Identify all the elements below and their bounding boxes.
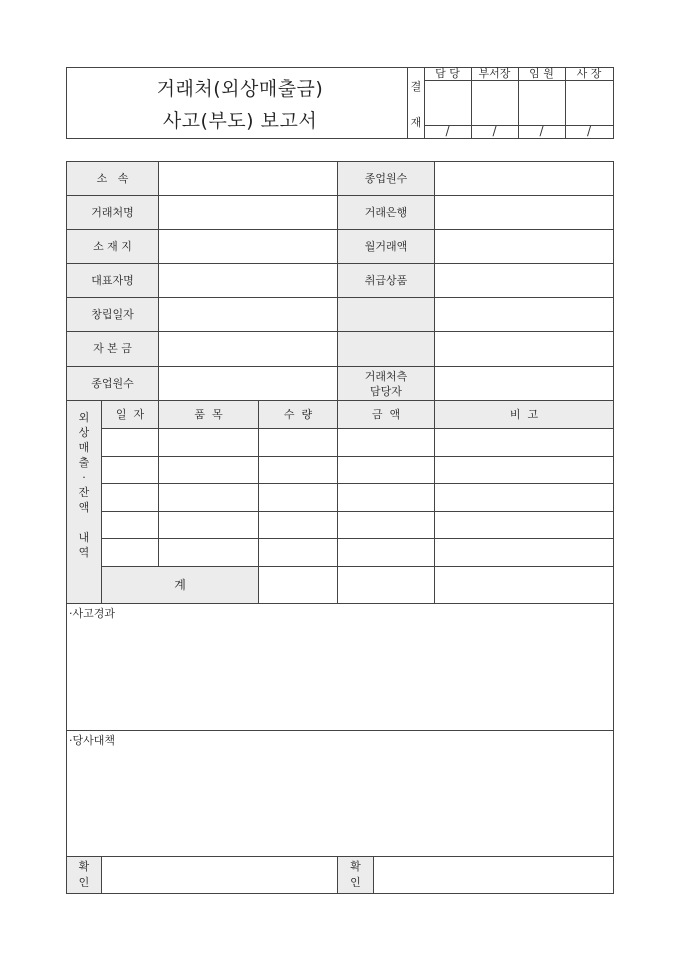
label-monthly-volume: 월거래액 — [364, 239, 408, 253]
header-remarks: 비 고 — [509, 407, 539, 421]
total-remarks-field[interactable] — [435, 567, 613, 603]
table-row[interactable] — [102, 539, 613, 566]
accident-progress-field[interactable] — [67, 622, 613, 730]
label-client-name: 거래처명 — [91, 205, 134, 219]
accident-progress-label: ·사고경과 — [69, 607, 116, 620]
total-amount-field[interactable] — [338, 567, 434, 603]
confirm-label-left: 확 인 — [78, 860, 90, 889]
field-blank-2[interactable] — [435, 332, 613, 366]
header-item: 품 목 — [194, 407, 223, 421]
label-location: 소 재 지 — [93, 239, 132, 253]
approval-role-dept-head: 부서장 — [478, 67, 511, 80]
table-row[interactable] — [102, 484, 613, 511]
field-employees-right[interactable] — [435, 162, 613, 195]
label-capital: 자 본 금 — [93, 342, 132, 356]
confirm-sign-field-right[interactable] — [374, 857, 613, 893]
total-label: 계 — [174, 577, 186, 592]
field-client-name[interactable] — [159, 196, 337, 229]
approval-date-slash-executive: / — [539, 124, 544, 138]
approval-date-slash-dept-head: / — [492, 124, 497, 138]
field-affiliation[interactable] — [159, 162, 337, 195]
total-quantity-field[interactable] — [259, 567, 337, 603]
report-title-line1: 거래처(외상매출금) — [156, 78, 324, 100]
field-employees-left[interactable] — [159, 367, 337, 400]
table-row[interactable] — [102, 429, 613, 456]
label-affiliation: 소 속 — [96, 171, 129, 185]
header-date: 일 자 — [115, 407, 145, 421]
approval-label-bottom: 재 — [410, 116, 422, 129]
field-founding-date[interactable] — [159, 298, 337, 331]
approval-role-president: 사 장 — [576, 67, 602, 80]
company-response-field[interactable] — [67, 749, 613, 856]
field-location[interactable] — [159, 230, 337, 263]
approval-date-slash-president: / — [586, 124, 592, 138]
approval-sign-box-dept-head[interactable] — [472, 81, 518, 125]
label-employees-left: 종업원수 — [91, 376, 134, 390]
label-client-contact: 거래처측 담당자 — [364, 369, 408, 398]
table-row[interactable] — [102, 512, 613, 538]
approval-sign-box-president[interactable] — [566, 81, 613, 125]
company-response-label: ·당사대책 — [69, 734, 116, 747]
approval-sign-box-executive[interactable] — [519, 81, 565, 125]
label-blank-2 — [338, 332, 434, 366]
field-representative[interactable] — [159, 264, 337, 297]
field-monthly-volume[interactable] — [435, 230, 613, 263]
label-products: 취급상품 — [364, 273, 408, 287]
field-capital[interactable] — [159, 332, 337, 366]
confirm-label-right: 확 인 — [350, 860, 361, 889]
label-founding-date: 창립일자 — [91, 307, 134, 321]
approval-sign-box-staff[interactable] — [425, 81, 471, 125]
field-blank-1[interactable] — [435, 298, 613, 331]
approval-date-slash-staff: / — [445, 124, 450, 138]
report-title-line2: 사고(부도) 보고서 — [162, 110, 318, 132]
label-blank-1 — [338, 298, 434, 331]
sales-section-label: 외 상 매 출 · 잔 액 내 역 — [78, 411, 90, 559]
table-row[interactable] — [102, 457, 613, 483]
approval-role-executive: 임 원 — [529, 67, 554, 80]
confirm-sign-field-left[interactable] — [102, 857, 337, 893]
header-amount: 금 액 — [371, 407, 401, 421]
approval-role-staff: 담 당 — [435, 67, 460, 80]
field-products[interactable] — [435, 264, 613, 297]
label-bank: 거래은행 — [364, 205, 408, 219]
field-client-contact[interactable] — [435, 367, 613, 400]
approval-label-top: 결 — [410, 80, 422, 93]
field-bank[interactable] — [435, 196, 613, 229]
header-quantity: 수 량 — [283, 407, 313, 421]
label-employees-right: 종업원수 — [364, 171, 408, 185]
label-representative: 대표자명 — [91, 273, 134, 287]
